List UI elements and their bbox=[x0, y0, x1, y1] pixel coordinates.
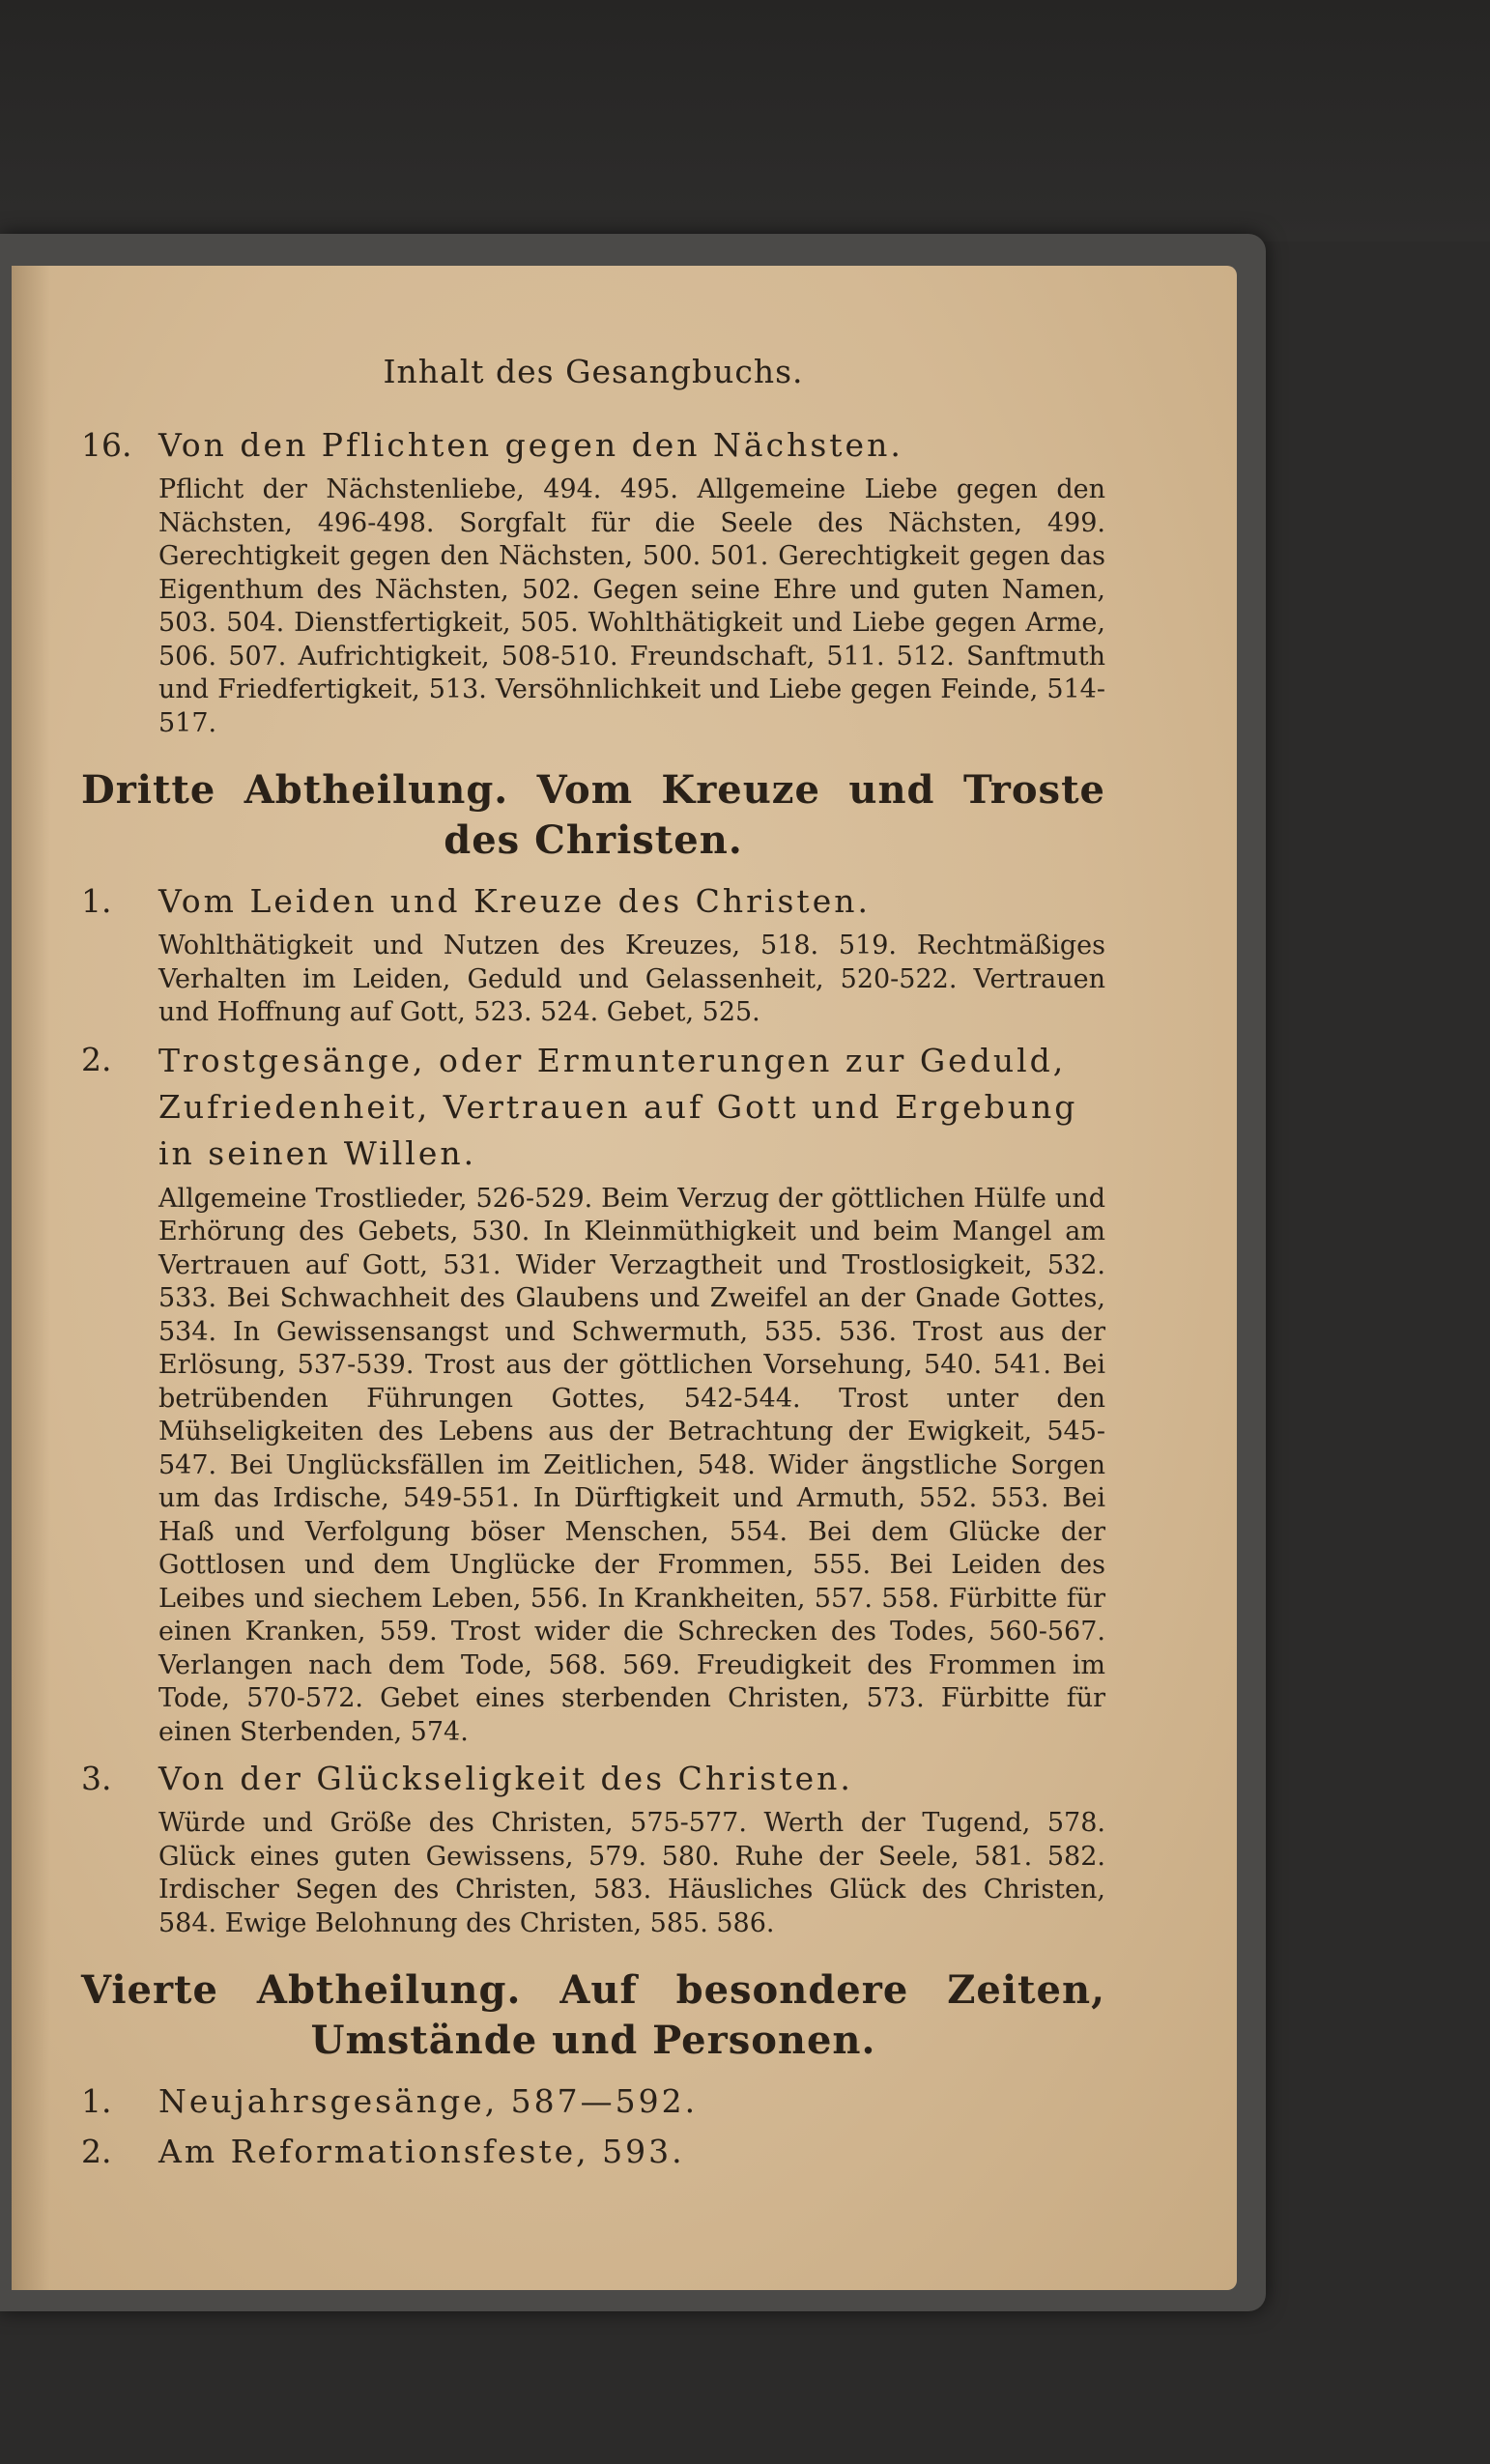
section-body: Pflicht der Nächstenliebe, 494. 495. Allgemeine Liebe gegen den Nächsten, 496-498. Sorgfalt für die Seele des Nächsten, 499. Gerechtigkeit gegen den Nächsten, 500. 501. Gerechtigkeit gegen das Eigenthum des Nächsten, 502. Gegen seine Ehre und guten Namen, 503. 504. Dienstfertigkeit, 505. Wohlthätigkeit und Liebe gegen Arme, 506. 507. Aufrichtigkeit, 508-510. Freundschaft, 511. 512. Sanftmuth und Friedfertigkeit, 513. Versöhnlichkeit und Liebe gegen Feinde, 514-517. bbox=[158, 474, 1105, 738]
section-body: Würde und Größe des Christen, 575-577. Werth der Tugend, 578. Glück eines guten Gewissens, 579. 580. Ruhe der Seele, 581. 582. Irdischer Segen des Christen, 583. Häusliches Glück des Christen, 584. Ewige Belohnung des Christen, 585. 586. bbox=[158, 1808, 1105, 1938]
section-heading bbox=[81, 879, 1105, 924]
page-title: Inhalt des Gesangbuchs. bbox=[383, 353, 804, 390]
dark-background bbox=[0, 0, 1490, 242]
part-heading-line1: Dritte Abtheilung. Vom Kreuze und Troste bbox=[81, 767, 1105, 813]
section-title: Vom Leiden und Kreuze des Christen. bbox=[158, 882, 871, 920]
section-number: 2. bbox=[81, 2133, 112, 2170]
section-heading bbox=[81, 2130, 1105, 2174]
part-heading-dritte bbox=[81, 765, 1105, 866]
section-title: Trostgesänge, oder Ermunterungen zur Geduld, Zufriedenheit, Vertrauen auf Gott und Ergebung in seinen Willen. bbox=[158, 1041, 1078, 1172]
part-heading-vierte bbox=[81, 1965, 1105, 2066]
section-number: 1. bbox=[81, 882, 112, 920]
section-title: Von den Pflichten gegen den Nächsten. bbox=[158, 426, 903, 464]
section-number: 3. bbox=[81, 1760, 112, 1797]
section-part4-1 bbox=[81, 2079, 1105, 2124]
section-part4-2 bbox=[81, 2130, 1105, 2174]
section-number: 1. bbox=[81, 2082, 112, 2120]
part-heading-line2: des Christen. bbox=[444, 817, 743, 863]
section-heading bbox=[81, 1757, 1105, 1801]
section-title: Neujahrsgesänge, 587—592. bbox=[158, 2082, 699, 2120]
section-part3-3 bbox=[81, 1757, 1105, 1940]
section-heading bbox=[81, 423, 1105, 468]
section-body: Wohlthätigkeit und Nutzen des Kreuzes, 518. 519. Rechtmäßiges Verhalten im Leiden, Geduld und Gelassenheit, 520-522. Vertrauen und Hoffnung auf Gott, 523. 524. Gebet, 525. bbox=[158, 931, 1105, 1027]
section-part3-2 bbox=[81, 1038, 1105, 1750]
part-heading-line1: Vierte Abtheilung. Auf besondere Zeiten, bbox=[81, 1967, 1105, 2013]
part-heading-line2: Umstände und Personen. bbox=[310, 2018, 876, 2063]
section-number: 2. bbox=[81, 1040, 112, 1078]
section-number: 16. bbox=[81, 426, 132, 464]
page-content bbox=[81, 353, 1105, 2180]
book-page bbox=[12, 266, 1237, 2290]
section-title: Am Reformationsfeste, 593. bbox=[158, 2133, 685, 2170]
section-title: Von der Glückseligkeit des Christen. bbox=[158, 1760, 853, 1797]
section-heading bbox=[81, 1038, 1105, 1177]
section-body: Allgemeine Trostlieder, 526-529. Beim Verzug der göttlichen Hülfe und Erhörung des Gebets, 530. In Kleinmüthigkeit und beim Mangel am Vertrauen auf Gott, 531. Wider Verzagtheit und Trostlosigkeit, 532. 533. Bei Schwachheit des Glaubens und Zweifel an der Gnade Gottes, 534. In Gewissensangst und Schwermuth, 535. 536. Trost aus der Erlösung, 537-539. Trost aus der göttlichen Vorsehung, 540. 541. Bei betrübenden Führungen Gottes, 542-544. Trost unter den Mühseligkeiten des Lebens aus der Betrachtung der Ewigkeit, 545-547. Bei Unglücksfällen im Zeitlichen, 548. Wider ängstliche Sorgen um das Irdische, 549-551. In Dürftigkeit und Armuth, 552. 553. Bei Haß und Verfolgung böser Menschen, 554. Bei dem Glücke der Gottlosen und dem Unglücke der Frommen, 555. Bei Leiden des Leibes und siechem Leben, 556. In Krankheiten, 557. 558. Fürbitte für einen Kranken, 559. Trost wider die Schrecken des Todes, 560-567. Verlangen nach dem Tode, 568. 569. Freudigkeit des Frommen im Tode, 570-572. Gebet eines sterbenden Christen, 573. Fürbitte für einen Sterbenden, 574. bbox=[158, 1183, 1105, 1747]
section-16 bbox=[81, 423, 1105, 740]
section-part3-1 bbox=[81, 879, 1105, 1030]
section-heading bbox=[81, 2079, 1105, 2124]
